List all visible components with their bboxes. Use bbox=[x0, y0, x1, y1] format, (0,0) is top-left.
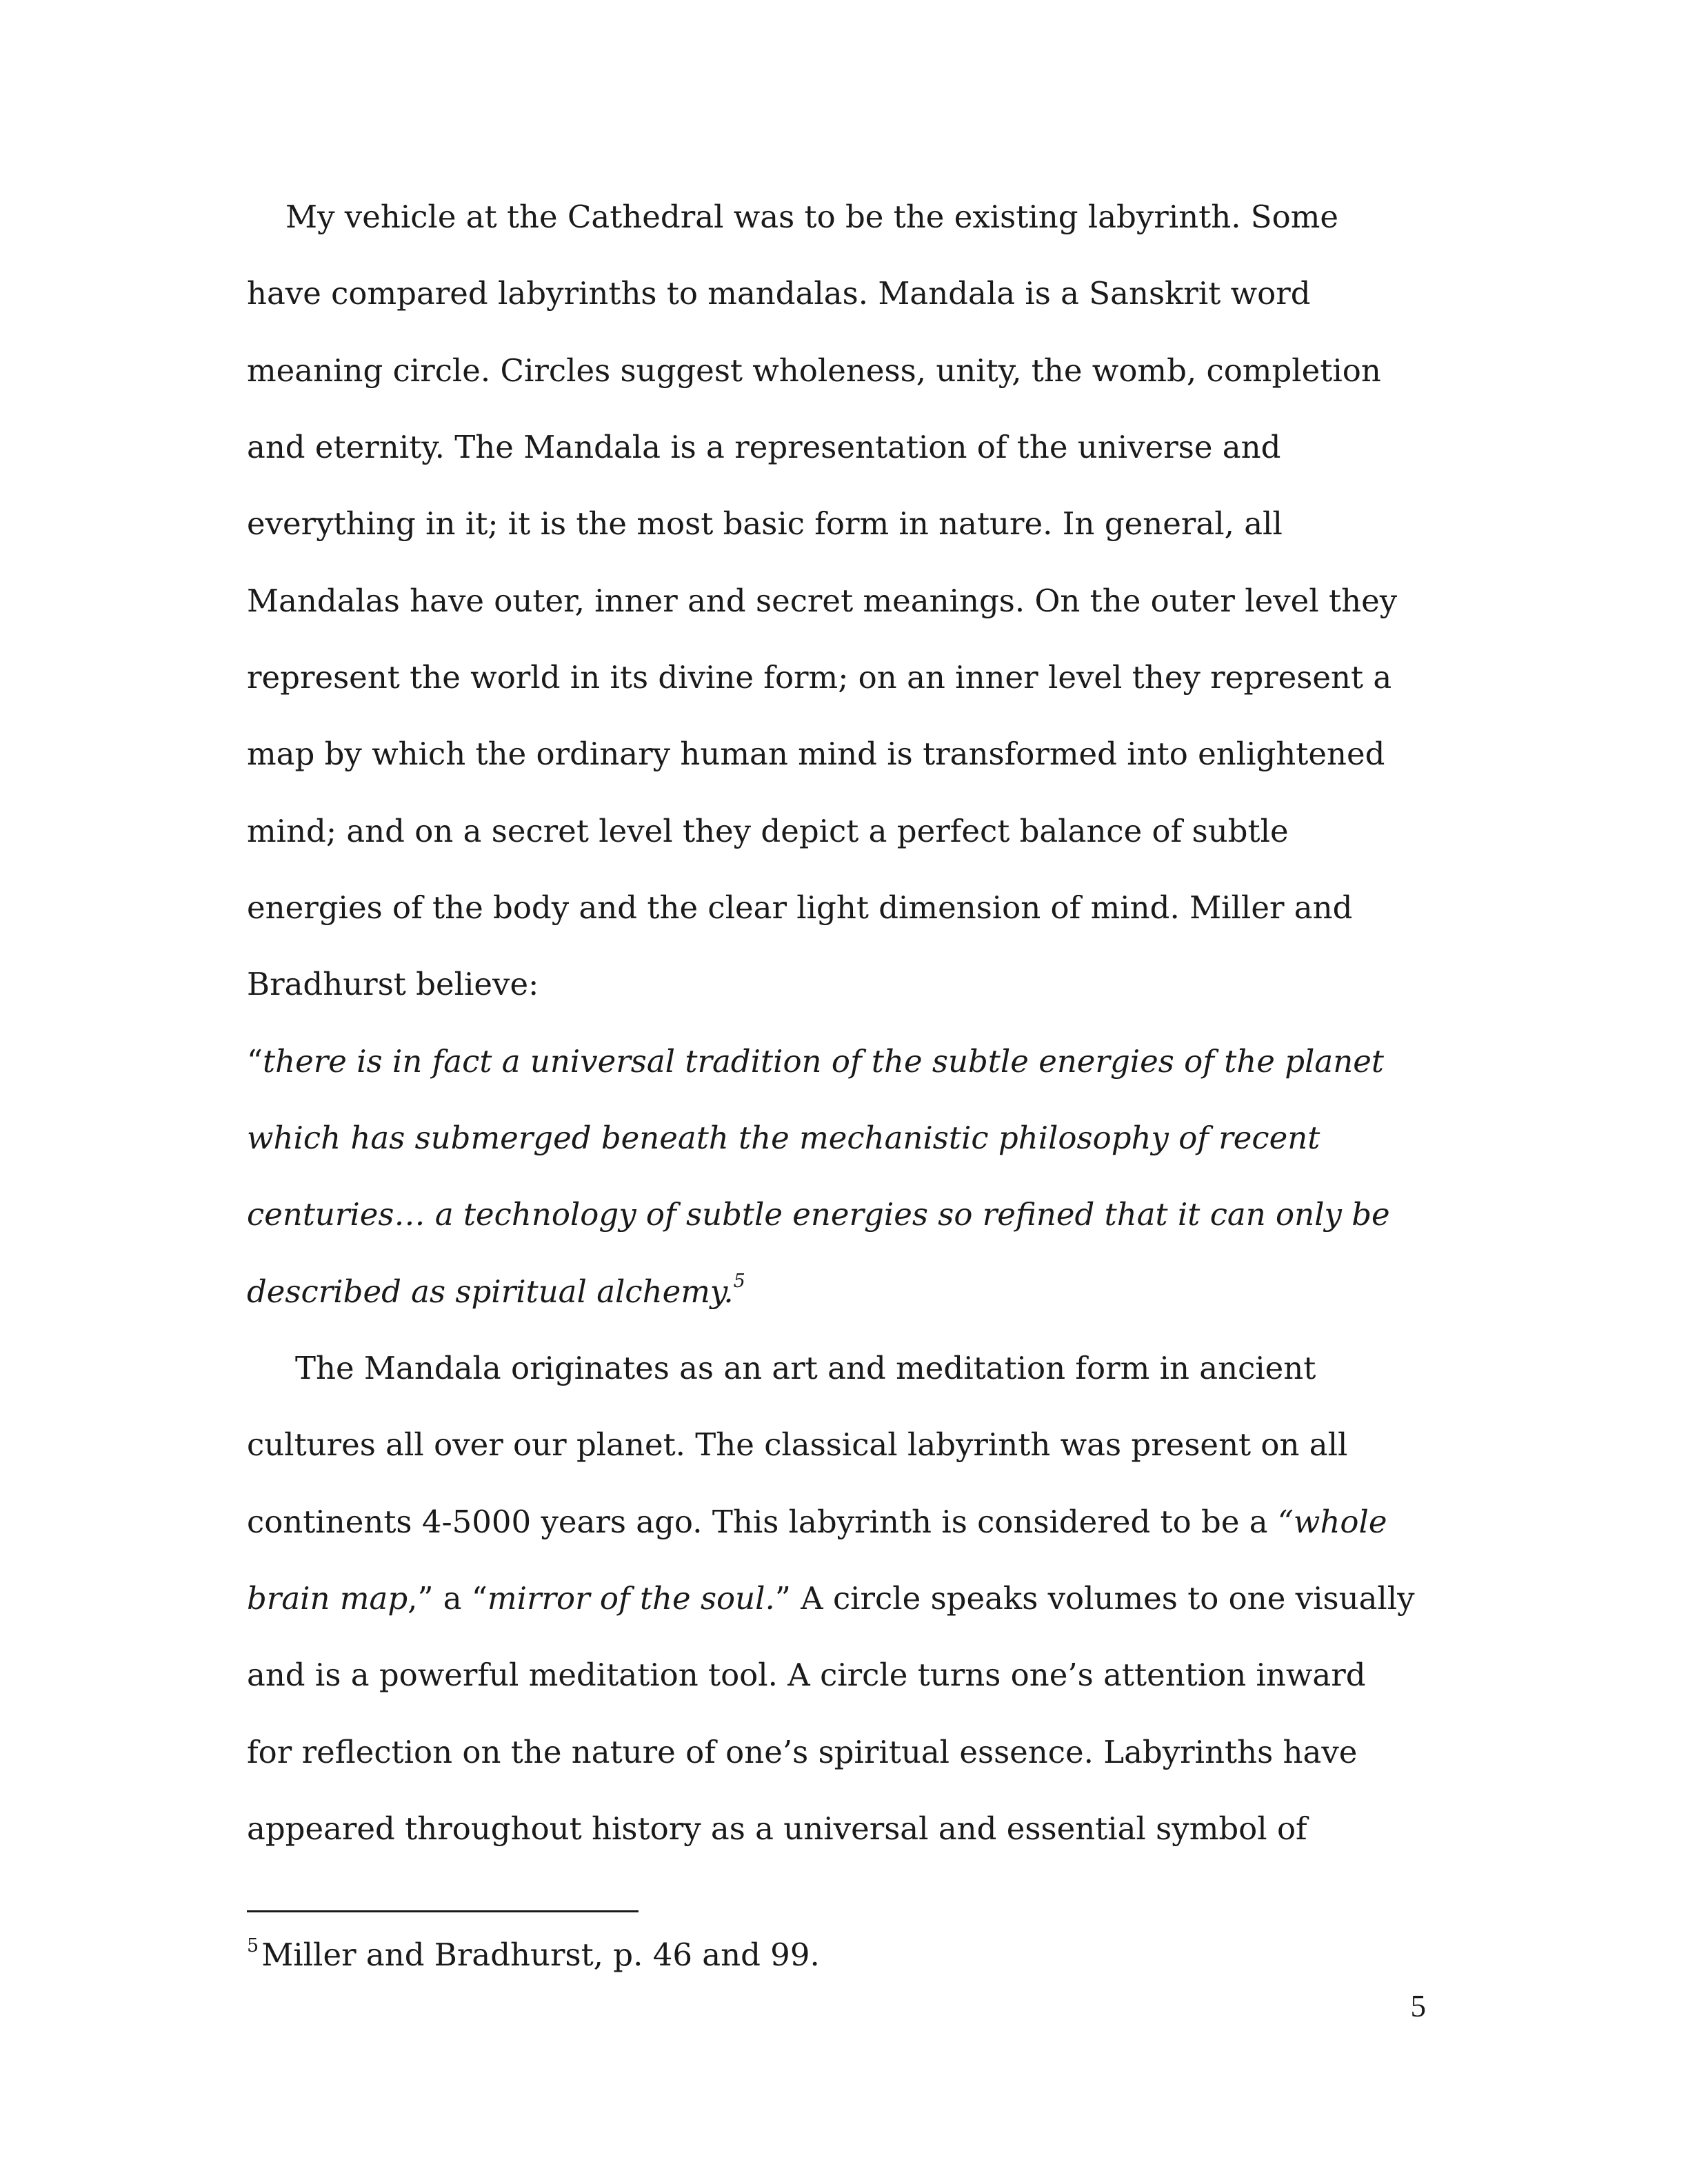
page-number: 5 bbox=[1410, 1989, 1426, 2023]
quote-line-3: centuries… a technology of subtle energies so refined that it can only be bbox=[247, 1196, 1390, 1233]
para2-line-5: and is a powerful meditation tool. A circle turns one’s attention inward bbox=[247, 1657, 1366, 1693]
footnote bbox=[247, 1934, 820, 1981]
footnote-number: 5 bbox=[247, 1935, 259, 1957]
quote-line-1 bbox=[247, 1041, 1384, 1082]
body-line-4: and eternity. The Mandala is a representation of the universe and bbox=[247, 429, 1281, 465]
footnote-reference[interactable]: 5 bbox=[733, 1271, 745, 1292]
body-line-6: Mandalas have outer, inner and secret meanings. On the outer level they bbox=[247, 583, 1398, 619]
quote-text-4: described as spiritual alchemy. bbox=[247, 1273, 734, 1310]
body-line-2: have compared labyrinths to mandalas. Mandala is a Sanskrit word bbox=[247, 275, 1311, 312]
body-line-7: represent the world in its divine form; on an inner level they represent a bbox=[247, 659, 1392, 696]
body-line-10: energies of the body and the clear light dimension of mind. Miller and bbox=[247, 889, 1353, 926]
mirror-of-soul-term: mirror of the soul. bbox=[487, 1580, 775, 1617]
body-line-8: map by which the ordinary human mind is transformed into enlightened bbox=[247, 736, 1385, 772]
footnote-separator bbox=[247, 1910, 639, 1912]
para2-line-4 bbox=[247, 1578, 1415, 1619]
quote-text-1: there is in fact a universal tradition of the subtle energies of the planet bbox=[263, 1043, 1384, 1080]
quote-line-4 bbox=[247, 1271, 745, 1317]
footnote-text: Miller and Bradhurst, p. 46 and 99. bbox=[261, 1937, 820, 1973]
para2-line-3 bbox=[247, 1502, 1387, 1543]
quote-line-2: which has submerged beneath the mechanistic philosophy of recent bbox=[247, 1120, 1320, 1156]
body-line-3: meaning circle. Circles suggest wholeness, unity, the womb, completion bbox=[247, 352, 1381, 389]
body-line-9: mind; and on a secret level they depict a perfect balance of subtle bbox=[247, 813, 1289, 849]
para2-line-7: appeared throughout history as a universal and essential symbol of bbox=[247, 1810, 1307, 1847]
para2-line-6: for reflection on the nature of one’s spiritual essence. Labyrinths have bbox=[247, 1734, 1358, 1770]
para2-line-2: cultures all over our planet. The classical labyrinth was present on all bbox=[247, 1426, 1348, 1463]
para2-line-4-rest: ” A circle speaks volumes to one visually bbox=[774, 1580, 1415, 1617]
body-line-5: everything in it; it is the most basic form in nature. In general, all bbox=[247, 505, 1283, 542]
para2-line-3-text: continents 4-5000 years ago. This labyrinth is considered to be a bbox=[247, 1504, 1278, 1540]
para2-line-4-sep: ,” a “ bbox=[408, 1580, 488, 1617]
body-line-1: My vehicle at the Cathedral was to be the existing labyrinth. Some bbox=[285, 199, 1339, 235]
body-line-11: Bradhurst believe: bbox=[247, 966, 539, 1002]
quote-open-mark: “ bbox=[247, 1043, 263, 1080]
brain-map-term: brain map bbox=[247, 1580, 408, 1617]
whole-brain-map-quote-start: “whole bbox=[1277, 1504, 1387, 1540]
para2-line-1: The Mandala originates as an art and meditation form in ancient bbox=[295, 1350, 1316, 1386]
